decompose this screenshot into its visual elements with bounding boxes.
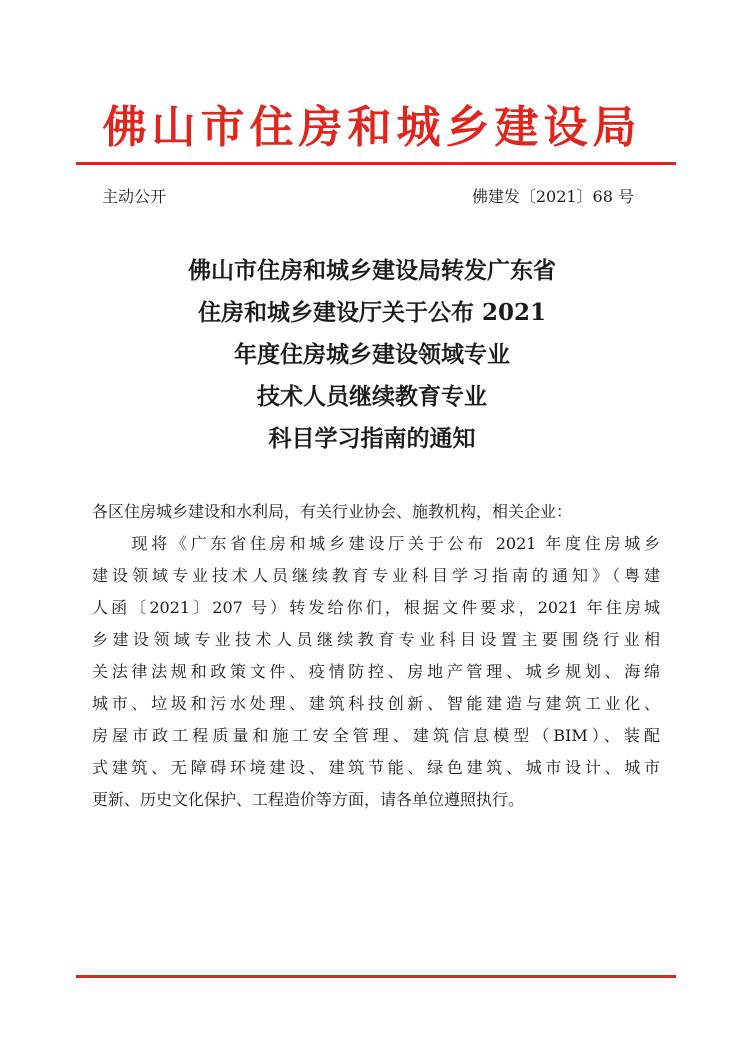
letterhead-divider-bottom	[76, 975, 676, 978]
document-body	[92, 496, 660, 816]
body-line: 城市、垃圾和污水处理、建筑科技创新、智能建造与建筑工业化、	[92, 694, 660, 713]
document-number: 佛建发〔2021〕68 号	[471, 187, 634, 206]
body-line: 房屋市政工程质量和施工安全管理、建筑信息模型（BIM）、装配	[92, 726, 660, 745]
salutation: 各区住房城乡建设和水利局，有关行业协会、施教机构，相关企业：	[92, 502, 573, 521]
body-line: 式建筑、无障碍环境建设、建筑节能、绿色建筑、城市设计、城市	[92, 758, 660, 777]
title-line: 佛山市住房和城乡建设局转发广东省	[188, 257, 556, 284]
letterhead-title: 佛山市住房和城乡建设局	[102, 102, 642, 153]
title-line: 住房和城乡建设厅关于公布 2021	[197, 299, 547, 326]
body-line: 建设领域专业技术人员继续教育专业科目学习指南的通知》（粤建	[92, 566, 660, 585]
title-line: 技术人员继续教育专业	[257, 383, 487, 410]
disclosure-label: 主动公开	[102, 187, 167, 206]
body-line: 关法律法规和政策文件、疫情防控、房地产管理、城乡规划、海绵	[92, 662, 660, 681]
body-line: 人函〔2021〕207 号）转发给你们，根据文件要求，2021 年住房城	[92, 598, 660, 617]
body-line: 乡建设领域专业技术人员继续教育专业科目设置主要围绕行业相	[92, 630, 660, 649]
letterhead-divider-top	[76, 162, 676, 165]
document-title	[80, 250, 664, 460]
body-line: 现将《广东省住房和城乡建设厅关于公布 2021 年度住房城乡	[92, 534, 660, 553]
title-line: 科目学习指南的通知	[268, 425, 476, 452]
body-line: 更新、历史文化保护、工程造价等方面，请各单位遵照执行。	[92, 790, 525, 809]
title-line: 年度住房城乡建设领域专业	[234, 341, 510, 368]
